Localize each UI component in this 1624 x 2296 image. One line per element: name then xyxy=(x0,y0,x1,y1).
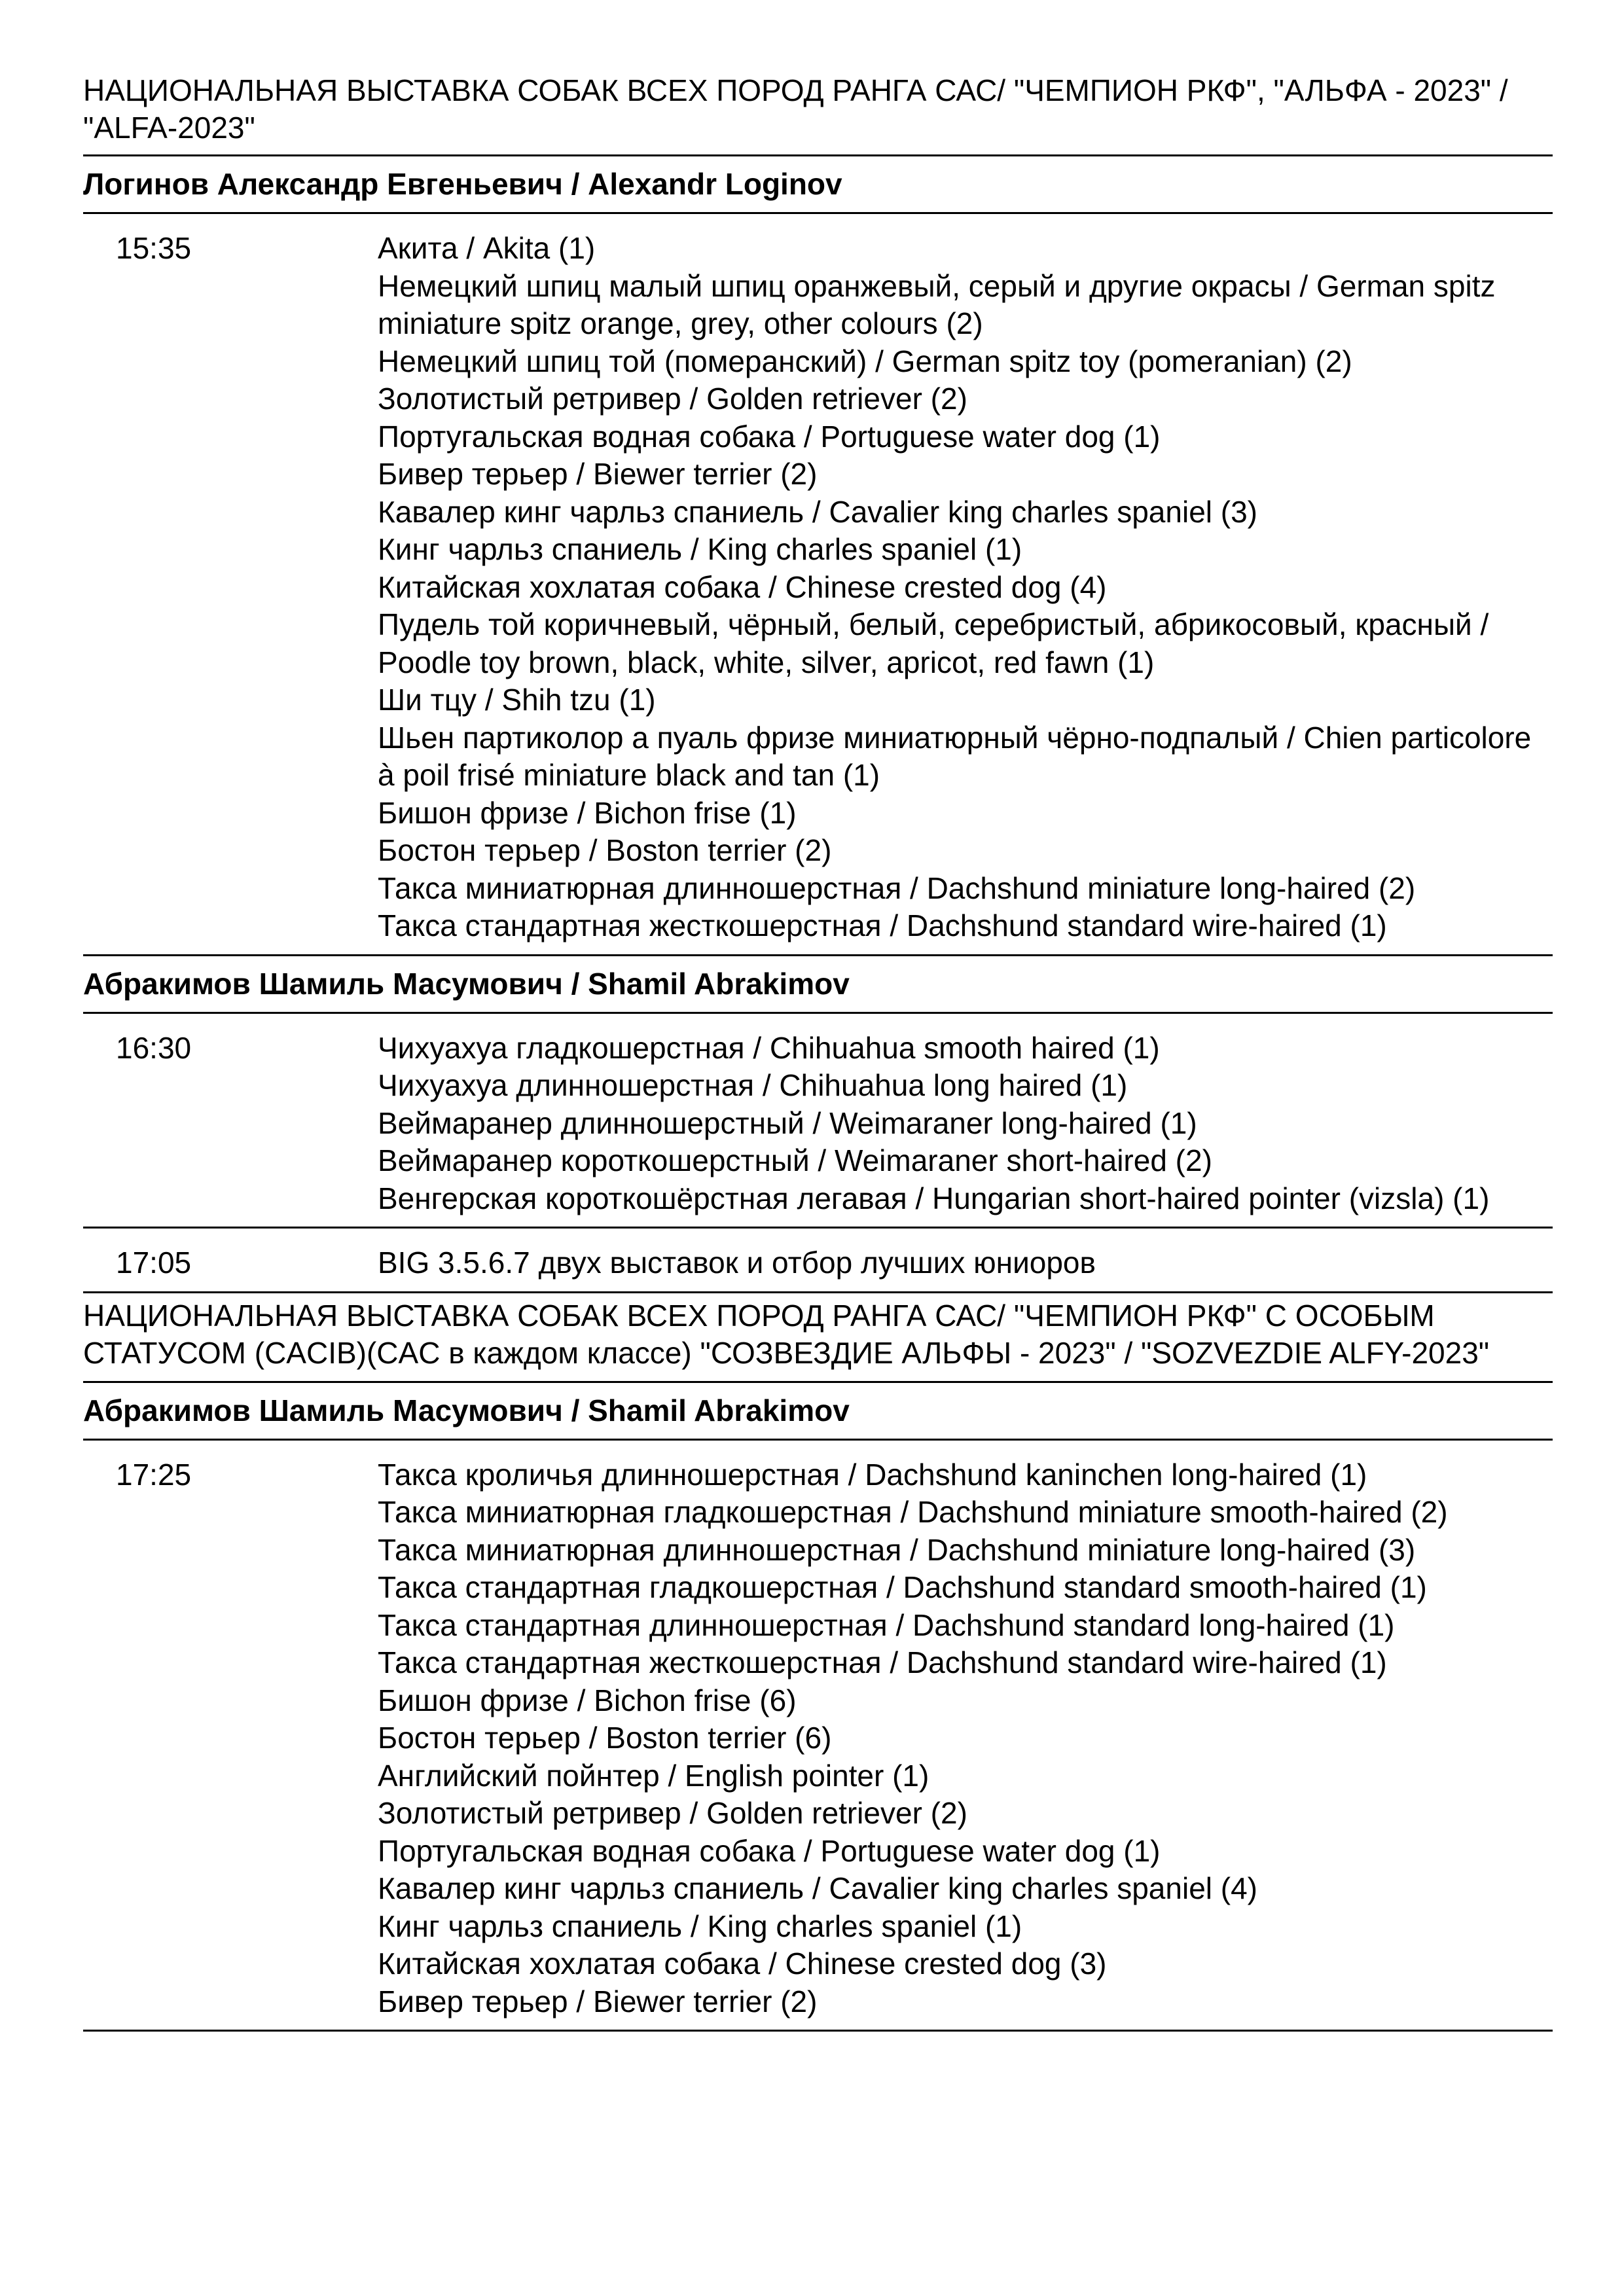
slot-time: 17:05 xyxy=(116,1246,192,1280)
breed-entry: Бостон терьер / Boston terrier (2) xyxy=(378,833,832,867)
breed-entry: Бишон фризе / Bichon frise (6) xyxy=(378,1683,797,1717)
judge-name: Абракимов Шамиль Масумович / Shamil Abrakimov xyxy=(83,1393,850,1427)
breed-entry: Такса миниатюрная длинношерстная / Dachshund miniature long-haired (3) xyxy=(378,1532,1416,1567)
time-slot-row xyxy=(83,1229,1553,1291)
breed-entry: Такса миниатюрная длинношерстная / Dachshund miniature long-haired (2) xyxy=(378,870,1416,905)
breed-entry: Такса миниатюрная гладкошерстная / Dachshund miniature smooth-haired (2) xyxy=(378,1495,1448,1529)
breed-entry: Бостон терьер / Boston terrier (6) xyxy=(378,1721,832,1755)
show-section xyxy=(83,1293,1553,2032)
breed-entry: Английский пойнтер / English pointer (1) xyxy=(378,1758,929,1793)
breed-list xyxy=(378,1244,1553,1282)
breed-entry: Такса стандартная жесткошерстная / Dachshund standard wire-haired (1) xyxy=(378,908,1387,942)
breed-entry: Такса стандартная длинношерстная / Dachshund standard long-haired (1) xyxy=(378,1607,1395,1642)
show-title: НАЦИОНАЛЬНАЯ ВЫСТАВКА СОБАК ВСЕХ ПОРОД РАНГА САС/ "ЧЕМПИОН РКФ", "АЛЬФА - 2023" / "ALFA-2023" xyxy=(83,73,1508,145)
breed-entry: BIG 3.5.6.7 двух выставок и отбор лучших юниоров xyxy=(378,1246,1096,1280)
breed-entry: Кинг чарльз спаниель / King charles spaniel (1) xyxy=(378,532,1022,566)
breed-entry: Шьен партиколор а пуаль фризе миниатюрный чёрно-подпалый / Chien particolore à poil frisé miniature black and tan (1) xyxy=(378,720,1532,792)
breed-list xyxy=(378,230,1553,945)
schedule-document xyxy=(83,72,1553,2032)
show-section xyxy=(83,72,1553,1293)
breed-entry: Веймаранер длинношерстный / Weimaraner long-haired (1) xyxy=(378,1105,1197,1140)
time-slot-row xyxy=(83,1441,1553,2030)
breed-entry: Немецкий шпиц той (померанский) / German spitz toy (pomeranian) (2) xyxy=(378,344,1352,378)
breed-entry: Китайская хохлатая собака / Chinese crested dog (4) xyxy=(378,569,1107,604)
breed-entry: Акита / Akita (1) xyxy=(378,231,596,265)
slot-time: 15:35 xyxy=(116,231,192,265)
breed-entry: Такса стандартная жесткошерстная / Dachshund standard wire-haired (1) xyxy=(378,1645,1387,1679)
judge-name: Логинов Александр Евгеньевич / Alexandr Loginov xyxy=(83,167,842,201)
slot-time: 17:25 xyxy=(116,1457,192,1492)
judge-name: Абракимов Шамиль Масумович / Shamil Abrakimov xyxy=(83,966,850,1001)
time-slot-row xyxy=(83,1014,1553,1227)
breed-entry: Кинг чарльз спаниель / King charles spaniel (1) xyxy=(378,1909,1022,1943)
breed-entry: Бивер терьер / Biewer terrier (2) xyxy=(378,457,818,491)
breed-entry: Китайская хохлатая собака / Chinese crested dog (3) xyxy=(378,1946,1107,1981)
breed-entry: Ши тцу / Shih tzu (1) xyxy=(378,683,656,717)
breed-entry: Кавалер кинг чарльз спаниель / Cavalier king charles spaniel (4) xyxy=(378,1871,1257,1905)
breed-entry: Чихуахуа гладкошерстная / Chihuahua smooth haired (1) xyxy=(378,1030,1160,1065)
breed-entry: Венгерская короткошёрстная легавая / Hungarian short-haired pointer (vizsla) (1) xyxy=(378,1181,1490,1215)
divider-line xyxy=(83,2030,1553,2032)
breed-entry: Бишон фризе / Bichon frise (1) xyxy=(378,795,797,830)
time-slot-row xyxy=(83,214,1553,954)
breed-entry: Такса кроличья длинношерстная / Dachshund kaninchen long-haired (1) xyxy=(378,1457,1367,1492)
breed-entry: Золотистый ретривер / Golden retriever (2) xyxy=(378,1796,967,1830)
breed-entry: Золотистый ретривер / Golden retriever (2) xyxy=(378,382,967,416)
breed-entry: Пудель той коричневый, чёрный, белый, серебристый, абрикосовый, красный / Poodle toy brown, black, white, silver, apricot, red fawn (1) xyxy=(378,607,1489,679)
show-title: НАЦИОНАЛЬНАЯ ВЫСТАВКА СОБАК ВСЕХ ПОРОД РАНГА САС/ "ЧЕМПИОН РКФ" С ОСОБЫМ СТАТУСОМ (CACIB)(CAC в каждом классе) "СОЗВЕЗДИЕ АЛЬФЫ - 2023" / "SOZVEZDIE ALFY-2023" xyxy=(83,1298,1490,1370)
breed-entry: Чихуахуа длинношерстная / Chihuahua long haired (1) xyxy=(378,1068,1128,1102)
breed-entry: Португальская водная собака / Portuguese water dog (1) xyxy=(378,419,1161,454)
breed-list xyxy=(378,1456,1553,2021)
breed-entry: Кавалер кинг чарльз спаниель / Cavalier king charles spaniel (3) xyxy=(378,494,1257,529)
breed-list xyxy=(378,1030,1553,1218)
breed-entry: Немецкий шпиц малый шпиц оранжевый, серый и другие окрасы / German spitz miniature spitz orange, grey, other colours (2) xyxy=(378,268,1496,340)
slot-time: 16:30 xyxy=(116,1030,192,1065)
breed-entry: Такса стандартная гладкошерстная / Dachshund standard smooth-haired (1) xyxy=(378,1570,1427,1604)
breed-entry: Португальская водная собака / Portuguese water dog (1) xyxy=(378,1833,1161,1868)
breed-entry: Бивер терьер / Biewer terrier (2) xyxy=(378,1984,818,2018)
breed-entry: Веймаранер короткошерстный / Weimaraner short-haired (2) xyxy=(378,1143,1212,1177)
